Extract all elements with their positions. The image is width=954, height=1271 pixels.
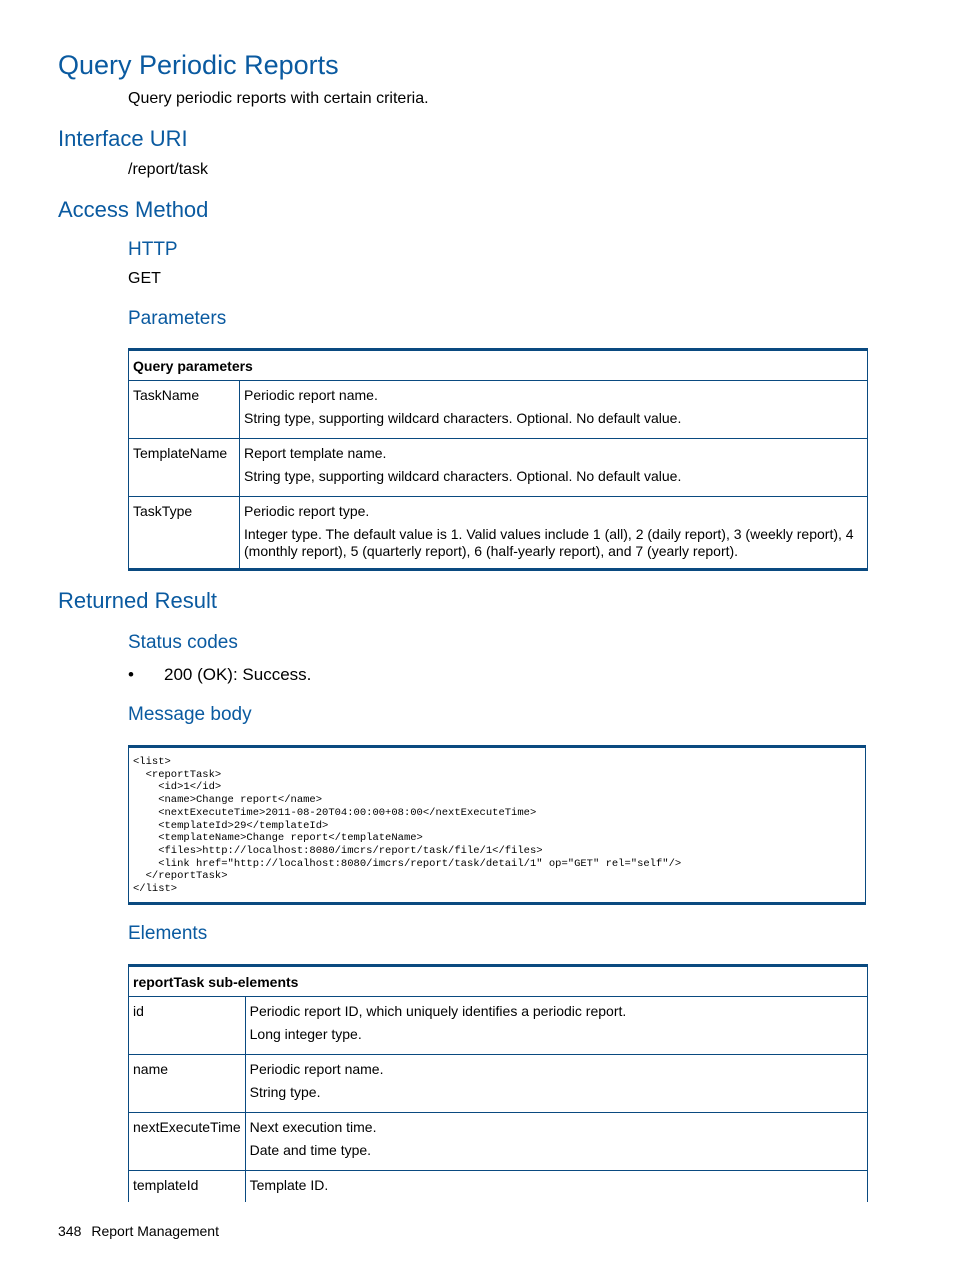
element-description — [245, 1055, 867, 1113]
http-method-value: GET — [128, 270, 161, 287]
element-desc-line: Template ID. — [249, 1177, 329, 1193]
param-name: TaskType — [129, 497, 240, 570]
table-row — [129, 1171, 868, 1203]
param-name: TaskName — [129, 381, 240, 439]
elements-heading: Elements — [128, 923, 208, 944]
list-item — [128, 665, 311, 685]
status-code-text: 200 (OK): Success. — [164, 665, 312, 684]
message-body-code: <list> <reportTask> <id>1</id> <name>Change report</name> <nextExecuteTime>2011-08-20T04:00:00+08:00</nextExecuteTime> <templateId>29</templateId> <templateName>Change report</templateName> <files>http://localhost:8080/imcrs/report/task/file/1</files> <link href="http://localhost:8080/imcrs/report/task/detail/1" op="GET" rel="self"/> </reportTask> </list> — [133, 756, 682, 896]
element-desc-line: Long integer type. — [249, 1026, 362, 1042]
element-name: id — [129, 997, 246, 1055]
parameters-heading: Parameters — [128, 308, 227, 329]
element-desc-line: Periodic report ID, which uniquely identifies a periodic report. — [249, 1003, 627, 1019]
message-body-heading: Message body — [128, 704, 252, 725]
param-desc-line: Integer type. The default value is 1. Valid values include 1 (all), 2 (daily report), 3 (weekly report), 4 (monthly report), 5 (quarterly report), 6 (half-yearly report), and 7 (yearly report). — [244, 526, 854, 559]
status-codes-heading: Status codes — [128, 632, 238, 653]
elements-table — [128, 964, 868, 1202]
element-name: nextExecuteTime — [129, 1113, 246, 1171]
param-desc-line: String type, supporting wildcard characters. Optional. No default value. — [244, 410, 682, 426]
param-desc-line: Report template name. — [244, 445, 387, 461]
param-description — [240, 439, 868, 497]
element-name: name — [129, 1055, 246, 1113]
table-row — [129, 1113, 868, 1171]
param-name: TemplateName — [129, 439, 240, 497]
param-desc-line: Periodic report name. — [244, 387, 378, 403]
element-desc-line: String type. — [249, 1084, 321, 1100]
access-method-heading: Access Method — [58, 197, 209, 222]
element-description — [245, 1171, 867, 1203]
param-description — [240, 381, 868, 439]
query-parameters-table — [128, 348, 868, 571]
elements-table-header: reportTask sub-elements — [129, 966, 868, 997]
page-title: Query Periodic Reports — [58, 50, 339, 80]
table-row — [129, 1055, 868, 1113]
table-row — [129, 381, 868, 439]
interface-uri-heading: Interface URI — [58, 126, 188, 151]
element-desc-line: Periodic report name. — [249, 1061, 384, 1077]
param-desc-line: String type, supporting wildcard characters. Optional. No default value. — [244, 468, 682, 484]
interface-uri-value: /report/task — [128, 161, 209, 178]
page-description: Query periodic reports with certain criteria. — [128, 90, 429, 107]
query-parameters-header: Query parameters — [129, 350, 868, 381]
element-name: templateId — [129, 1171, 246, 1203]
element-desc-line: Date and time type. — [249, 1142, 372, 1158]
param-description — [240, 497, 868, 570]
code-block — [128, 745, 866, 905]
element-description — [245, 1113, 867, 1171]
page-footer — [58, 1223, 219, 1239]
footer-section: Report Management — [91, 1223, 219, 1239]
page-number: 348 — [58, 1223, 82, 1239]
param-desc-line: Periodic report type. — [244, 503, 370, 519]
table-row — [129, 439, 868, 497]
table-row — [129, 997, 868, 1055]
bullet-icon: • — [128, 665, 134, 684]
table-row — [129, 497, 868, 570]
element-desc-line: Next execution time. — [249, 1119, 377, 1135]
returned-result-heading: Returned Result — [58, 588, 217, 613]
http-heading: HTTP — [128, 239, 178, 260]
element-description — [245, 997, 867, 1055]
